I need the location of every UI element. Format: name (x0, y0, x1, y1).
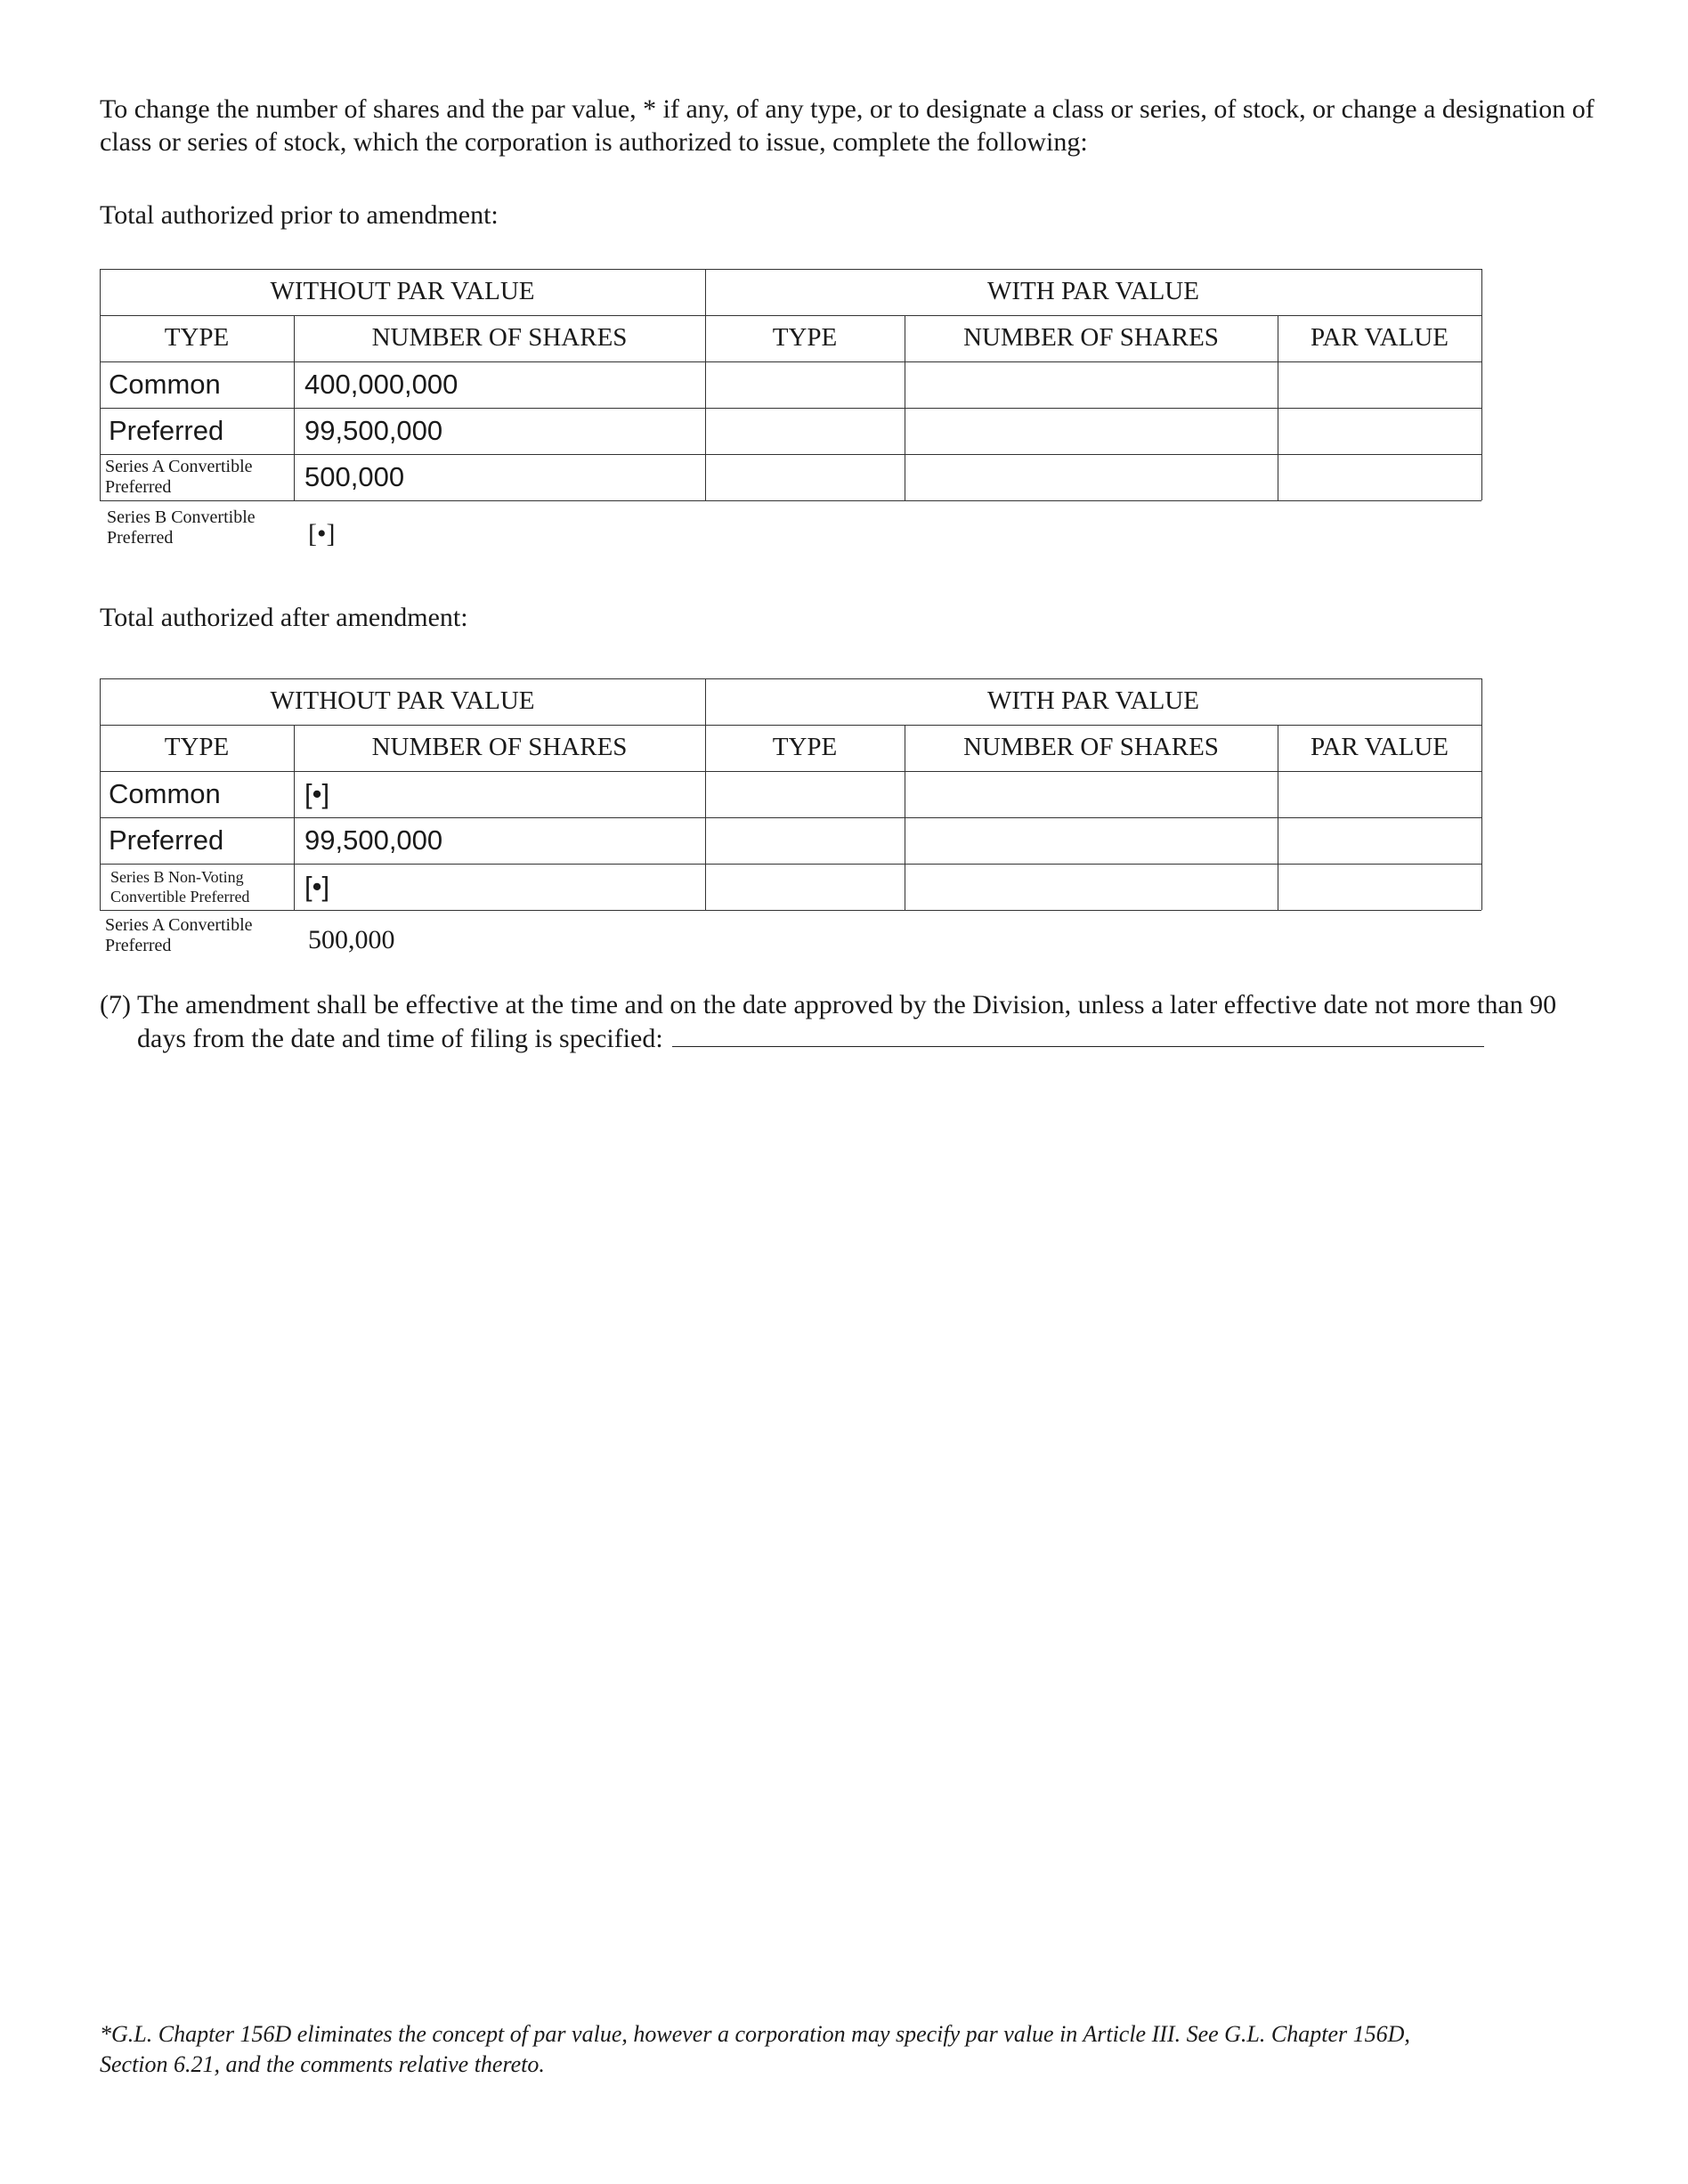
after-header-with-par: WITH PAR VALUE (987, 686, 1199, 715)
after-extra-type: Series A Convertible Preferred (105, 915, 253, 955)
after-col-par-value: PAR VALUE (1311, 733, 1449, 761)
prior-col-shares-par: NUMBER OF SHARES (963, 323, 1219, 352)
intro-paragraph: To change the number of shares and the par value, * if any, of any type, or to designate a class or series, of stock, or change a designation of class or series of stock, which the corporation is authorized to issue, complete the following: (100, 94, 1595, 157)
prior-extra-shares: [•] (308, 519, 336, 548)
prior-row-shares: 400,000,000 (304, 369, 459, 400)
prior-row-shares: 99,500,000 (304, 415, 443, 446)
prior-col-type-par: TYPE (772, 323, 838, 352)
effective-date-clause: (7) The amendment shall be effective at the time and on the date approved by the Division, unless a later effective date not more than 90 days from the date and time of filing is specified: (100, 990, 1557, 1053)
prior-col-shares: NUMBER OF SHARES (371, 323, 628, 352)
after-row-type: Common (109, 778, 221, 809)
prior-extra-type: Series B Convertible Preferred (107, 507, 256, 548)
after-row-shares: 99,500,000 (304, 824, 443, 856)
prior-header-without-par: WITHOUT PAR VALUE (270, 277, 535, 305)
after-row-type: Preferred (109, 824, 224, 856)
after-row-type: Series B Non-Voting Convertible Preferred (110, 868, 250, 905)
prior-row-type: Series A Convertible Preferred (105, 457, 253, 497)
footnote: *G.L. Chapter 156D eliminates the concept of par value, however a corporation may specify par value in Article III. See G.L. Chapter 156D, Section 6.21, and the comments relative thereto. (100, 2021, 1410, 2077)
after-row-shares: [•] (304, 778, 330, 809)
prior-section-label: Total authorized prior to amendment: (100, 200, 499, 230)
item-number: (7) (100, 990, 131, 1019)
prior-col-par-value: PAR VALUE (1311, 323, 1449, 352)
after-col-shares: NUMBER OF SHARES (371, 733, 628, 761)
after-section-label: Total authorized after amendment: (100, 603, 468, 632)
after-header-without-par: WITHOUT PAR VALUE (270, 686, 535, 715)
prior-row-shares: 500,000 (304, 461, 405, 492)
prior-row-type: Common (109, 369, 221, 400)
prior-col-type: TYPE (164, 323, 230, 352)
effective-date-blank[interactable] (672, 1025, 1484, 1047)
prior-header-with-par: WITH PAR VALUE (987, 277, 1199, 305)
after-col-type-par: TYPE (772, 733, 838, 761)
prior-row-type: Preferred (109, 415, 224, 446)
after-row-shares: [•] (304, 871, 330, 902)
after-extra-shares: 500,000 (308, 925, 395, 954)
after-col-shares-par: NUMBER OF SHARES (963, 733, 1219, 761)
after-col-type: TYPE (164, 733, 230, 761)
